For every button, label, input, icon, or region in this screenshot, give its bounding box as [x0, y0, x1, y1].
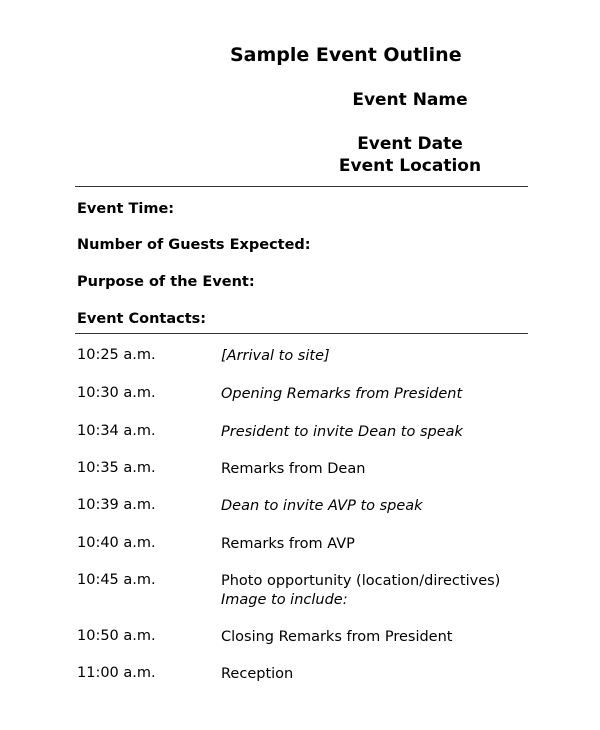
schedule-activity-block	[221, 572, 500, 610]
schedule-activity: President to invite Dean to speak	[221, 424, 463, 440]
schedule-time: 10:45 a.m.	[77, 572, 156, 588]
schedule-activity: Closing Remarks from President	[221, 629, 453, 645]
divider-top	[75, 186, 528, 187]
event-name-heading: Event Name	[352, 90, 468, 110]
event-time-label: Event Time:	[77, 201, 175, 217]
schedule-time: 10:35 a.m.	[77, 460, 156, 476]
schedule-activity: Opening Remarks from President	[221, 386, 463, 402]
schedule-time: 10:25 a.m.	[77, 347, 156, 363]
schedule-time: 10:34 a.m.	[77, 423, 156, 439]
schedule-time: 11:00 a.m.	[77, 665, 156, 681]
schedule-time: 10:50 a.m.	[77, 628, 156, 644]
schedule-activity-note: Image to include:	[221, 592, 348, 608]
schedule-activity: Dean to invite AVP to speak	[221, 498, 423, 514]
event-date-heading: Event Date	[357, 134, 463, 154]
schedule-time: 10:40 a.m.	[77, 535, 156, 551]
schedule-activity: Photo opportunity (location/directives)	[221, 573, 501, 589]
schedule-activity: [Arrival to site]	[221, 348, 330, 364]
schedule-time: 10:30 a.m.	[77, 385, 156, 401]
schedule-activity: Remarks from AVP	[221, 536, 355, 552]
divider-schedule	[75, 333, 528, 334]
schedule-activity: Reception	[221, 666, 294, 682]
schedule-time: 10:39 a.m.	[77, 497, 156, 513]
purpose-label: Purpose of the Event:	[77, 274, 255, 290]
event-contacts-label: Event Contacts:	[77, 311, 207, 327]
event-location-heading: Event Location	[338, 156, 482, 176]
schedule-activity: Remarks from Dean	[221, 461, 366, 477]
document-title: Sample Event Outline	[230, 44, 462, 66]
guests-expected-label: Number of Guests Expected:	[77, 237, 311, 253]
